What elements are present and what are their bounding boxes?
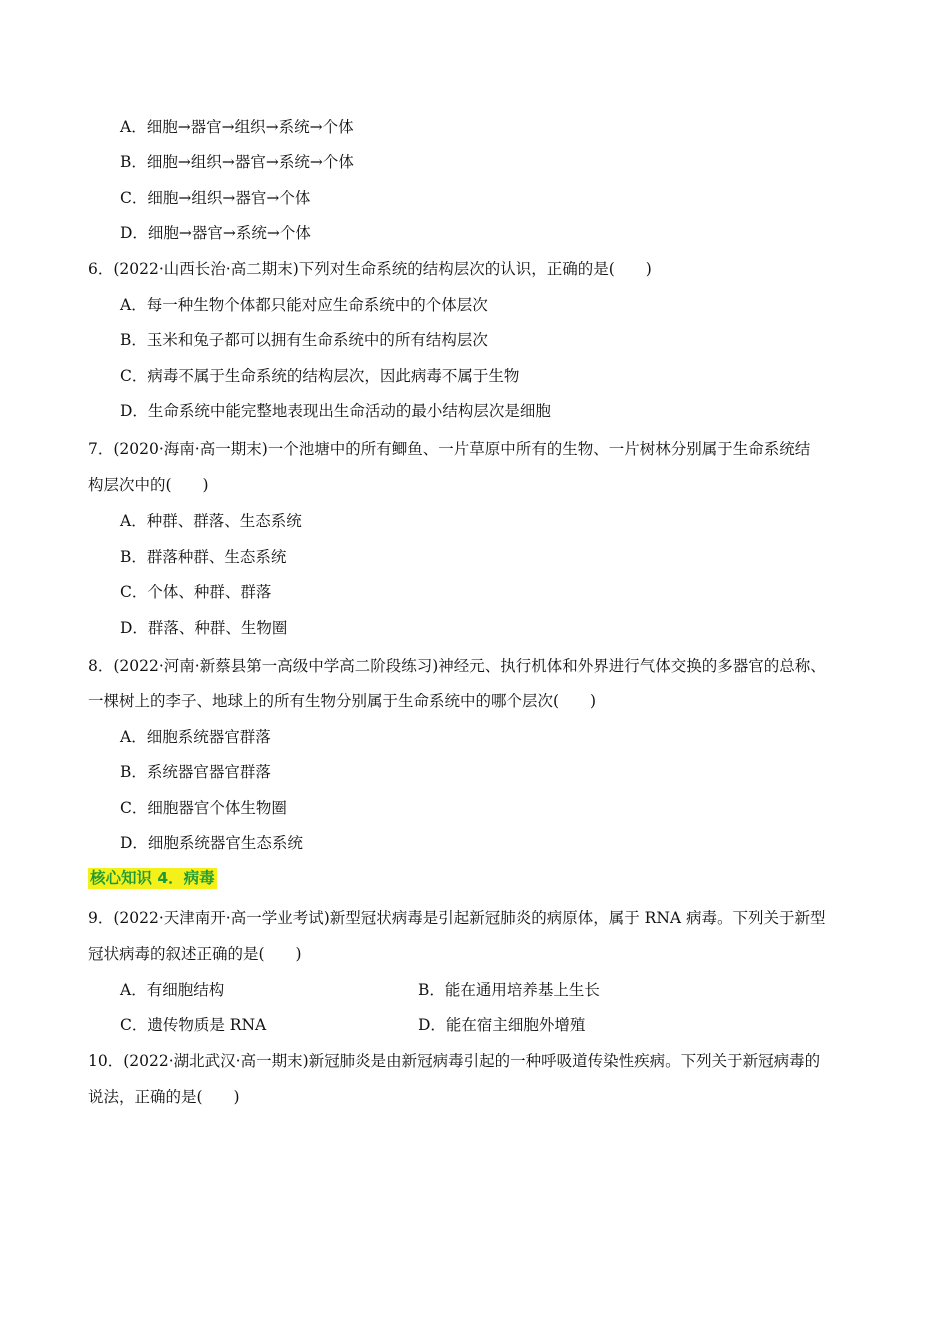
q8-stem-line1: 8．(2022·河南·新蔡县第一高级中学高二阶段练习)神经元、执行机体和外界进行气体交换的多器官的总称、: [88, 657, 826, 675]
q7-stem-line2: 构层次中的( ): [88, 476, 209, 494]
q6-option-c: C．病毒不属于生命系统的结构层次，因此病毒不属于生物: [120, 367, 520, 385]
q6-option-d: D．生命系统中能完整地表现出生命活动的最小结构层次是细胞: [120, 402, 551, 420]
q5-option-b: B．细胞→组织→器官→系统→个体: [120, 153, 354, 171]
q9-option-d: D．能在宿主细胞外增殖: [418, 1016, 586, 1034]
section-heading: 核心知识 4．病毒: [90, 869, 215, 887]
q8-stem-line2: 一棵树上的李子、地球上的所有生物分别属于生命系统中的哪个层次( ): [88, 692, 597, 710]
q7-option-d: D．群落、种群、生物圈: [120, 619, 288, 637]
q9-option-a: A．有细胞结构: [120, 981, 225, 999]
q6-stem: 6．(2022·山西长治·高二期末)下列对生命系统的结构层次的认识，正确的是( ): [88, 260, 652, 278]
q5-option-c: C．细胞→组织→器官→个体: [120, 189, 311, 207]
q7-option-a: A．种群、群落、生态系统: [120, 512, 302, 530]
q9-option-c: C．遗传物质是 RNA: [120, 1016, 267, 1034]
q7-option-b: B．群落种群、生态系统: [120, 548, 287, 566]
q5-option-d: D．细胞→器官→系统→个体: [120, 224, 311, 242]
q5-option-a: A．细胞→器官→组织→系统→个体: [120, 118, 354, 136]
q10-stem-line2: 说法，正确的是( ): [88, 1088, 240, 1106]
q9-stem-line1: 9．(2022·天津南开·高一学业考试)新型冠状病毒是引起新冠肺炎的病原体，属于 RNA 病毒。下列关于新型: [88, 909, 826, 927]
q6-option-a: A．每一种生物个体都只能对应生命系统中的个体层次: [120, 296, 488, 314]
q8-option-a: A．细胞系统器官群落: [120, 728, 271, 746]
q8-option-c: C．细胞器官个体生物圈: [120, 799, 287, 817]
q8-option-b: B．系统器官器官群落: [120, 763, 271, 781]
q7-stem-line1: 7．(2020·海南·高一期末)一个池塘中的所有鲫鱼、一片草原中所有的生物、一片树林分别属于生命系统结: [88, 440, 811, 458]
q10-stem-line1: 10．(2022·湖北武汉·高一期末)新冠肺炎是由新冠病毒引起的一种呼吸道传染性疾病。下列关于新冠病毒的: [88, 1052, 821, 1070]
q8-option-d: D．细胞系统器官生态系统: [120, 834, 303, 852]
q9-option-b: B．能在通用培养基上生长: [418, 981, 600, 999]
q6-option-b: B．玉米和兔子都可以拥有生命系统中的所有结构层次: [120, 331, 488, 349]
q9-stem-line2: 冠状病毒的叙述正确的是( ): [88, 945, 302, 963]
q7-option-c: C．个体、种群、群落: [120, 583, 272, 601]
